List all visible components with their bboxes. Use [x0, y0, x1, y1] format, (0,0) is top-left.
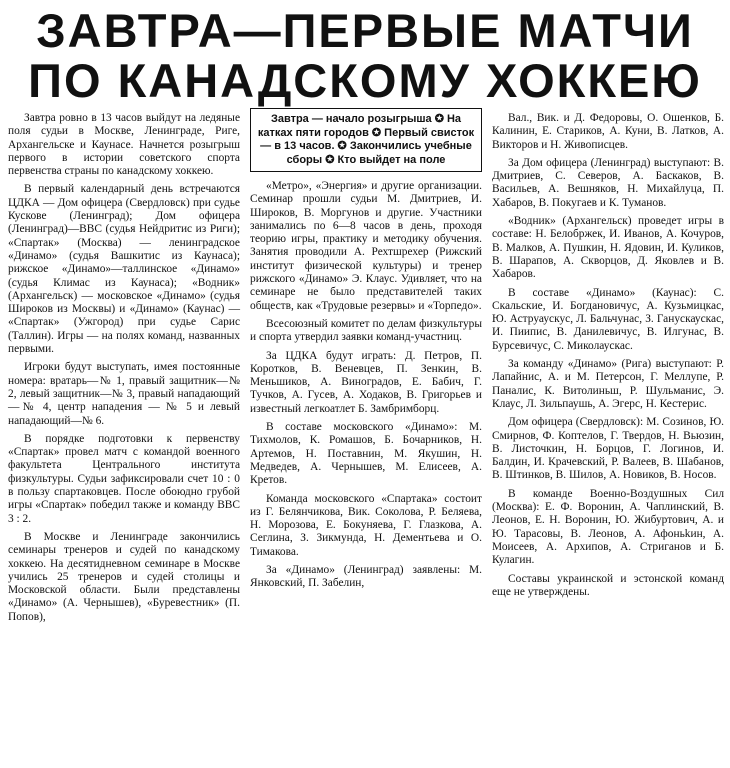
paragraph: Вал., Вик. и Д. Федоровы, О. Ошенков, Б. Калинин, Е. Стариков, А. Куни, В. Латков, А. Викторов и Н. Живописцев.	[492, 112, 724, 151]
paragraph: В команде Военно-Воздушных Сил (Москва): Е. Ф. Воронин, А. Чаплинский, В. Леонов, Е. Н. Воронин, Ю. Жибуртович, А. и Ю. Тарасовы, В. Леонов, А. Афоньkин, А. Моисеев, А. Архипов, А. Стриганов и Б. Кулагин.	[492, 487, 724, 567]
article-column-2	[250, 112, 482, 591]
paragraph: В Москве и Ленинграде закончились семинары тренеров и судей по канадскому хоккею. На десятидневном семинаре в Москве учились 25 тренеров и судей столицы и Московской области. Были представлены «Динамо» (А. Чернышев), «Буревестник» (П. Попов),	[8, 530, 240, 623]
paragraph: «Метро», «Энергия» и другие организации. Семинар прошли судьи М. Дмитриев, И. Широков, В. Моргунов и другие. Участники занимались по 6—8 часов в день, проходя теорию игры, практику и методику обучения. Занятия проводили А. Рехтшрехер (Рижский институт физической культуры) и тренер рижского «Динамо» Э. Клаус. Удивляет, что на семинаре не было представителей таких обществ, как «Трудовые резервы» и «Торпедо».	[250, 180, 482, 312]
paragraph: Всесоюзный комитет по делам физкультуры и спорта утвердил заявки команд-участниц.	[250, 317, 482, 344]
headline-line-2: ПО КАНАДСКОМУ ХОККЕЮ	[28, 54, 702, 107]
paragraph: За ЦДКА будут играть: Д. Петров, П. Коротков, В. Веневцев, П. Зенкин, В. Меньшиков, А. Виноградов, Е. Бабич, Г. Тучков, А. Гусев, А. Ходаков, В. Григорьев и известный легкоатлет Б. Замбримборц.	[250, 349, 482, 415]
paragraph: За Дом офицера (Ленинград) выступают: В. Дмитриев, С. Северов, А. Баскаков, В. Васильев, А. Вешняков, Н. Михайлуца, П. Хабаров, В. Покугаев и К. Туманов.	[492, 156, 724, 209]
article-column-1	[8, 112, 240, 624]
paragraph: Дом офицера (Свердловск): М. Созинов, Ю. Смирнов, Ф. Коптелов, Г. Твердов, Н. Вьюзин, В. Листочкин, Н. Борцов, Г. Логинов, И. Балдин, И. Крачевский, Р. Валеев, В. Шабанов, В. Штинков, В. Шилов, А. Новиков, В. Носов.	[492, 416, 724, 482]
paragraph: За команду «Динамо» (Рига) выступают: Р. Лапайнис, А. и М. Петерсон, Г. Меллупе, Р. Паналис, К. Витолиньш, Р. Шульманис, Э. Клаус, Л. Зильпаушь, А. Эгерс, Н. Кестерис.	[492, 358, 724, 410]
headline-line-1: ЗАВТРА—ПЕРВЫЕ МАТЧИ	[36, 4, 694, 57]
paragraph: Игроки будут выступать, имея постоянные номера: вратарь—№ 1, правый защитник—№ 2, левый защитник—№ 3, правый нападающий—№ 4, центр нападения — № 5 и левый нападающий—№ 6.	[8, 361, 240, 427]
paragraph: В первый календарный день встречаются ЦДКА — Дом офицера (Свердловск) при судье Кускове (Ленинград); Дом офицера (Ленинград)—ВВС (судья Нейдритис из Риги); «Спартак» (Москва) — ленинградское «Динамо» (судья Вашкитис из Каунаса); рижское «Динамо»—таллинское «Динамо» (судья Климас из Каунаса); «Водник» (Архангельск) — московское «Динамо» (судья Широков из Москвы) и «Динамо» (Каунас) — «Спартак» (Ужгород) при судье Сарис (Таллин). Игры — на полях команд, названных первыми.	[8, 183, 240, 356]
paragraph: В составе «Динамо» (Каунас): С. Скальские, И. Богдановичус, А. Кузьмицкас, Ю. Аструаускус, Л. Бальчунас, З. Ганускаускас, И. Пиипис, В. Данилевичус, В. Илгунас, В. Бурсевичус, С. Миколаускас.	[492, 286, 724, 352]
paragraph: В составе московского «Динамо»: М. Тихмолов, К. Ромашов, Б. Бочарников, Н. Артемов, Н. Поставнин, М. Якушин, Н. Медведев, А. Чернышев, М. Елисеев, А. Кретов.	[250, 421, 482, 487]
summary-box: Завтра — начало розыгрыша ✪ На катках пяти городов ✪ Первый свисток— в 13 часов. ✪ Закончились учебные сборы ✪ Кто выйдет на поле	[250, 108, 482, 172]
paragraph: Команда московского «Спартака» состоит из Г. Белянчикова, Вик. Соколова, Р. Беляева, Н. Морозова, Е. Бокуняева, Г. Глазкова, А. Сеглина, З. Зикмунда, Н. Дементьева и О. Тимакова.	[250, 492, 482, 558]
paragraph: Составы украинской и эстонской команд еще не утверждены.	[492, 572, 724, 598]
paragraph: Завтра ровно в 13 часов выйдут на ледяные поля судьи в Москве, Ленинграде, Риге, Архангельске и Каунасе. Начнется розыгрыш первого в истории советского спорта первенства страны по канадскому хоккею.	[8, 112, 240, 178]
paragraph: В порядке подготовки к первенству «Спартак» провел матч с командой военного факультета Центрального института физкультуры. Судьи зафиксировали счет 10 : 0 в пользу спартаковцев. После обоюдно грубой игры «Спартак» победил также и команду ВВС 3 : 2.	[8, 432, 240, 525]
article-column-3	[492, 112, 724, 599]
paragraph: За «Динамо» (Ленинград) заявлены: М. Янковский, П. Забелин,	[250, 564, 482, 590]
paragraph: «Водник» (Архангельск) проведет игры в составе: Н. Белобржек, И. Иванов, А. Кочуров, В. Малков, А. Пушкин, Н. Ядовин, И. Куликов, В. Шарапов, А. Скворцов, Д. Яковлев и В. Хабаров.	[492, 215, 724, 281]
